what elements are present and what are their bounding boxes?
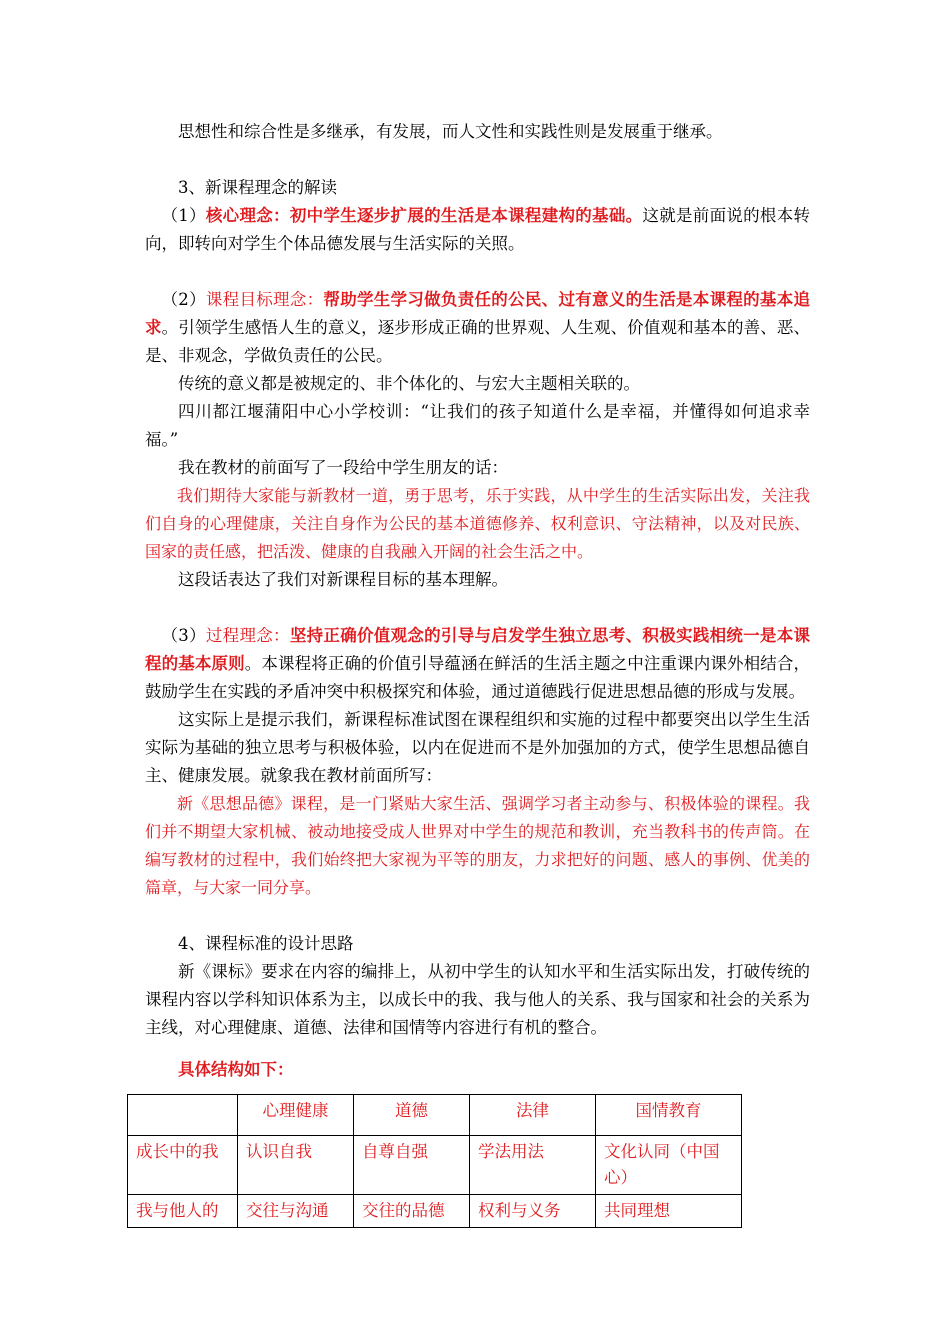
table-cell: 自尊自强 [354,1136,470,1195]
table-cell: 认识自我 [238,1136,354,1195]
table-header-cell: 国情教育 [596,1095,742,1136]
structure-table [127,1094,742,1228]
tradition-paragraph: 传统的意义都是被规定的、非个体化的、与宏大主题相关联的。 [178,374,640,393]
concept-3-bold: 坚持正确价值观念的引导与启发学生独立思考、积极实践相统一是本课程的基本原则 [145,626,811,673]
table-row [128,1195,742,1228]
table-header-cell: 道德 [354,1095,470,1136]
design-paragraph: 新《课标》要求在内容的编排上，从初中学生的认知水平和生活实际出发，打破传统的课程内容以学科知识体系为主，以成长中的我、我与他人的关系、我与国家和社会的关系为主线，对心理健康、道德、法律和国情等内容进行有机的整合。 [145,962,810,1037]
concept-2-prefix: （2） [161,290,206,309]
table-header-cell: 心理健康 [238,1095,354,1136]
table-header-row [128,1095,742,1136]
document-body [145,118,810,1084]
table-cell: 权利与义务 [470,1195,596,1228]
table-cell: 交往的品德 [354,1195,470,1228]
concept-1-paragraph [145,202,810,258]
structure-heading: 具体结构如下： [178,1060,294,1079]
actual-paragraph: 这实际上是提示我们，新课程标准试图在课程组织和实施的过程中都要突出以学生生活实际为基础的独立思考与积极体验，以内在促进而不是外加强加的方式，使学生思想品德自主、健康发展。就象我在教材前面所写： [145,710,810,785]
table-cell: 成长中的我 [128,1136,238,1195]
concept-3-rest: 。本课程将正确的价值引导蕴涵在鲜活的生活主题之中注重课内课外相结合，鼓励学生在实践的矛盾冲突中积极探究和体验，通过道德践行促进思想品德的形成与发展。 [145,654,811,701]
concept-3-prefix: （3） [161,626,206,645]
concept-1-prefix: （1） [161,206,206,225]
quote-2: 新《思想品德》课程，是一门紧贴大家生活、强调学习者主动参与、积极体验的课程。我们并不期望大家机械、被动地接受成人世界对中学生的规范和教训，充当教科书的传声筒。在编写教材的过程中，我们始终把大家视为平等的朋友，力求把好的问题、感人的事例、优美的篇章，与大家一同分享。 [145,794,810,897]
table-cell: 我与他人的 [128,1195,238,1228]
expression-paragraph: 这段话表达了我们对新课程目标的基本理解。 [178,570,508,589]
table-cell: 交往与沟通 [238,1195,354,1228]
school-motto-paragraph: 四川都江堰蒲阳中心小学校训：“让我们的孩子知道什么是幸福，并懂得如何追求幸福。” [145,402,810,449]
table-cell: 共同理想 [596,1195,742,1228]
wrote-paragraph: 我在教材的前面写了一段给中学生朋友的话： [178,458,508,477]
section-3-heading: 3、新课程理念的解读 [178,178,337,197]
concept-2-bold: 帮助学生学习做负责任的公民、过有意义的生活是本课程的基本追求 [145,290,811,337]
concept-2-paragraph [145,286,810,370]
concept-3-label: 过程理念： [205,626,290,645]
concept-1-rest: 这就是前面说的根本转向，即转向对学生个体品德发展与生活实际的关照。 [145,206,811,253]
concept-1-bold: 核心理念：初中学生逐步扩展的生活是本课程建构的基础。 [205,206,643,225]
section-4-heading: 4、课程标准的设计思路 [178,934,354,953]
concept-2-rest: 。引领学生感悟人生的意义，逐步形成正确的世界观、人生观、价值观和基本的善、恶、是、非观念，学做负责任的公民。 [145,318,811,365]
concept-2-label: 课程目标理念： [205,290,324,309]
quote-1: 我们期待大家能与新教材一道，勇于思考，乐于实践，从中学生的生活实际出发，关注我们自身的心理健康，关注自身作为公民的基本道德修养、权利意识、守法精神，以及对民族、国家的责任感，把活泼、健康的自我融入开阔的社会生活之中。 [145,486,810,561]
table-header-cell [128,1095,238,1136]
concept-3-paragraph [145,622,810,706]
table-header-cell: 法律 [470,1095,596,1136]
intro-paragraph: 思想性和综合性是多继承，有发展，而人文性和实践性则是发展重于继承。 [178,122,723,141]
table-cell: 学法用法 [470,1136,596,1195]
table-cell: 文化认同（中国心） [596,1136,742,1195]
table-row [128,1136,742,1195]
